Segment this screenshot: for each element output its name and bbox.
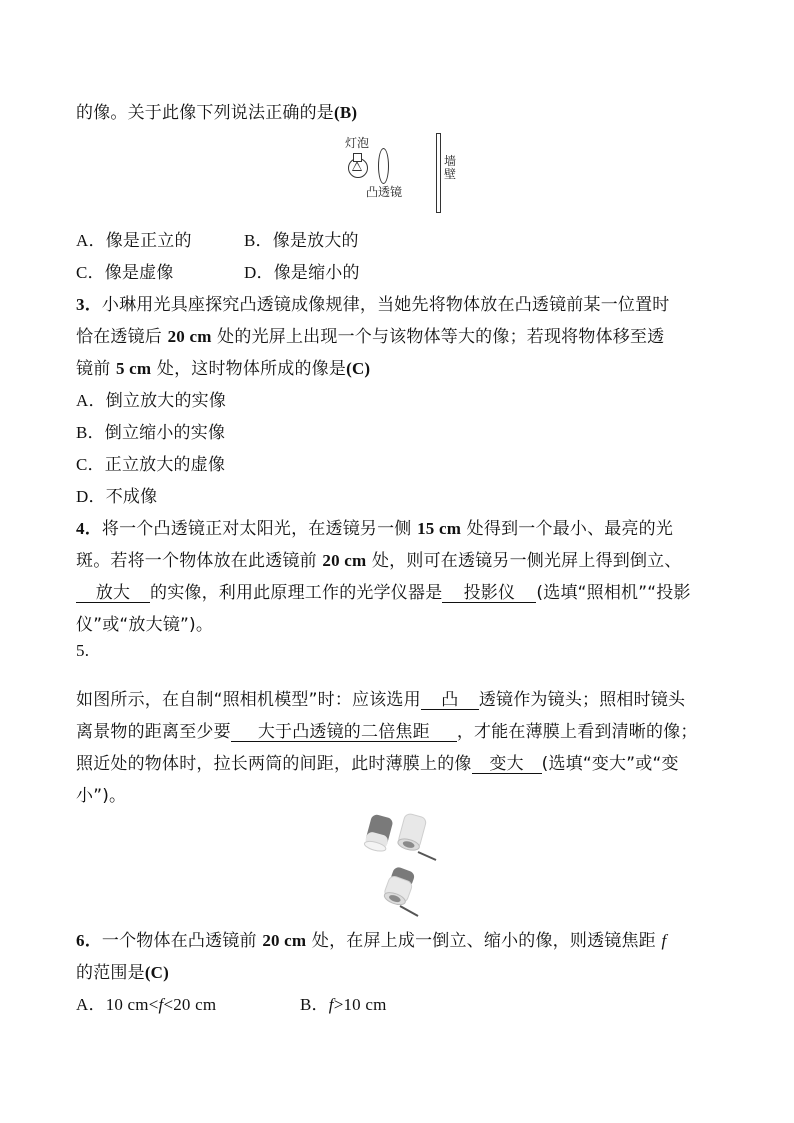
option-text: 正立放大的虚像	[104, 455, 226, 475]
q5-blank-1: 凸	[421, 691, 479, 710]
q3-text: 小琳用光具座探究凸透镜成像规律，当她先将物体放在凸透镜前某一位置时	[101, 295, 670, 315]
q5-blank-2: 大于凸透镜的二倍焦距	[231, 723, 457, 742]
q3-line2	[76, 327, 664, 347]
q3-line3	[76, 359, 370, 379]
option-letter: B．	[244, 231, 273, 250]
q2-stem	[76, 103, 357, 123]
q5-line2	[76, 722, 698, 742]
q2-options-row1	[76, 231, 359, 251]
option-text: 倒立缩小的实像	[104, 423, 226, 443]
option-letter: A．	[76, 995, 106, 1014]
option-d: 像是缩小的	[273, 263, 360, 283]
q6-line1	[76, 931, 666, 951]
q5-text: 小”)。	[76, 786, 127, 806]
q3-text: 镜前	[76, 359, 117, 379]
option-letter: B．	[300, 995, 329, 1014]
q5-blank-3: 变大	[472, 755, 542, 774]
q3-text: 处，这时物体所成的像是	[151, 359, 347, 379]
q5-text: ，才能在薄膜上看到清晰的像；	[456, 722, 698, 742]
q5-number: 5.	[76, 641, 90, 660]
q4-text: 将一个凸透镜正对太阳光，在透镜另一侧	[101, 519, 418, 539]
convex-lens-icon	[378, 148, 389, 184]
q2-answer: (B)	[334, 103, 358, 122]
q3-answer: (C)	[346, 359, 371, 378]
option-letter: C．	[76, 455, 105, 474]
q4-blank-2: 投影仪	[442, 584, 536, 603]
q6-value: 20 cm	[262, 931, 307, 950]
q6-option-a	[76, 995, 216, 1015]
wall-label: 墙壁	[444, 154, 457, 181]
q5-text: 离景物的距离至少要	[76, 722, 231, 742]
option-letter: B．	[76, 423, 105, 442]
q6-answer: (C)	[144, 963, 170, 982]
bulb-label: 灯泡	[345, 136, 370, 150]
q4-text: (选填“照相机”“投影	[536, 583, 691, 603]
option-text: 10 cm<	[105, 995, 159, 1014]
q4-text: 斑。若将一个物体放在此透镜前	[76, 551, 323, 571]
q3-line1	[76, 295, 670, 315]
q2-stem-text: 的像。关于此像下列说法正确的是	[76, 103, 334, 123]
q6-line2	[76, 963, 169, 983]
q3-number: 3．	[76, 295, 102, 314]
q2-options-row2	[76, 263, 360, 283]
lens-label: 凸透镜	[366, 185, 403, 199]
q6-option-b	[300, 995, 387, 1015]
option-letter: D．	[244, 263, 274, 282]
q3-text: 恰在透镜后	[76, 327, 168, 347]
q5-line1	[76, 690, 685, 710]
q4-text: 的实像，利用此原理工作的光学仪器是	[150, 583, 443, 603]
q4-text: 处，则可在透镜另一侧光屏上得到倒立、	[366, 551, 682, 571]
q6-text: 处，在屏上成一倒立、缩小的像，则透镜焦距	[306, 931, 662, 951]
q4-line3	[76, 583, 691, 603]
q4-line1	[76, 519, 673, 539]
option-variable: f	[158, 995, 164, 1014]
q5-line4	[76, 786, 126, 806]
q5-text: 照近处的物体时，拉长两筒的间距，此时薄膜上的像	[76, 754, 472, 774]
option-text: >10 cm	[333, 995, 387, 1014]
q6-text: 的范围是	[76, 963, 145, 983]
option-variable: f	[328, 995, 334, 1014]
q4-text: 处得到一个最小、最亮的光	[461, 519, 674, 539]
q5-number-line	[76, 641, 89, 661]
q6-number: 6．	[76, 931, 102, 950]
option-text: 不成像	[105, 487, 158, 507]
q4-value: 20 cm	[322, 551, 367, 570]
q3-value: 20 cm	[167, 327, 212, 346]
option-letter: A．	[76, 391, 106, 410]
lens-diagram	[340, 133, 460, 218]
filament-inner	[353, 163, 361, 170]
option-b: 像是放大的	[272, 231, 359, 251]
q4-line4	[76, 615, 213, 635]
q3-option-c	[76, 455, 225, 475]
q5-text: 透镜作为镜头；照相时镜头	[478, 690, 686, 710]
option-letter: C．	[76, 263, 105, 282]
option-c: 像是虚像	[104, 263, 174, 283]
q6-options	[76, 995, 387, 1015]
camera-model-image	[360, 812, 440, 920]
q4-text: 仪”或“放大镜”)。	[76, 615, 214, 635]
q6-variable: f	[661, 931, 667, 950]
option-text: <20 cm	[163, 995, 217, 1014]
q5-text: 如图所示，在自制“照相机模型”时：应该选用	[76, 690, 421, 710]
wall-icon	[436, 133, 441, 213]
option-letter: D．	[76, 487, 106, 506]
q5-text: (选填“变大”或“变	[541, 754, 679, 774]
q4-number: 4．	[76, 519, 102, 538]
q3-option-a	[76, 391, 226, 411]
q5-line3	[76, 754, 679, 774]
option-a: 像是正立的	[105, 231, 192, 251]
q3-option-b	[76, 423, 225, 443]
option-letter: A．	[76, 231, 106, 250]
q3-text: 处的光屏上出现一个与该物体等大的像；若现将物体移至透	[211, 327, 665, 347]
q3-value: 5 cm	[116, 359, 152, 378]
camera-model-figure	[360, 812, 440, 920]
option-text: 倒立放大的实像	[105, 391, 227, 411]
q4-blank-1: 放大	[76, 584, 150, 603]
q4-line2	[76, 551, 682, 571]
q4-value: 15 cm	[417, 519, 462, 538]
q3-option-d	[76, 487, 157, 507]
q6-text: 一个物体在凸透镜前	[101, 931, 263, 951]
